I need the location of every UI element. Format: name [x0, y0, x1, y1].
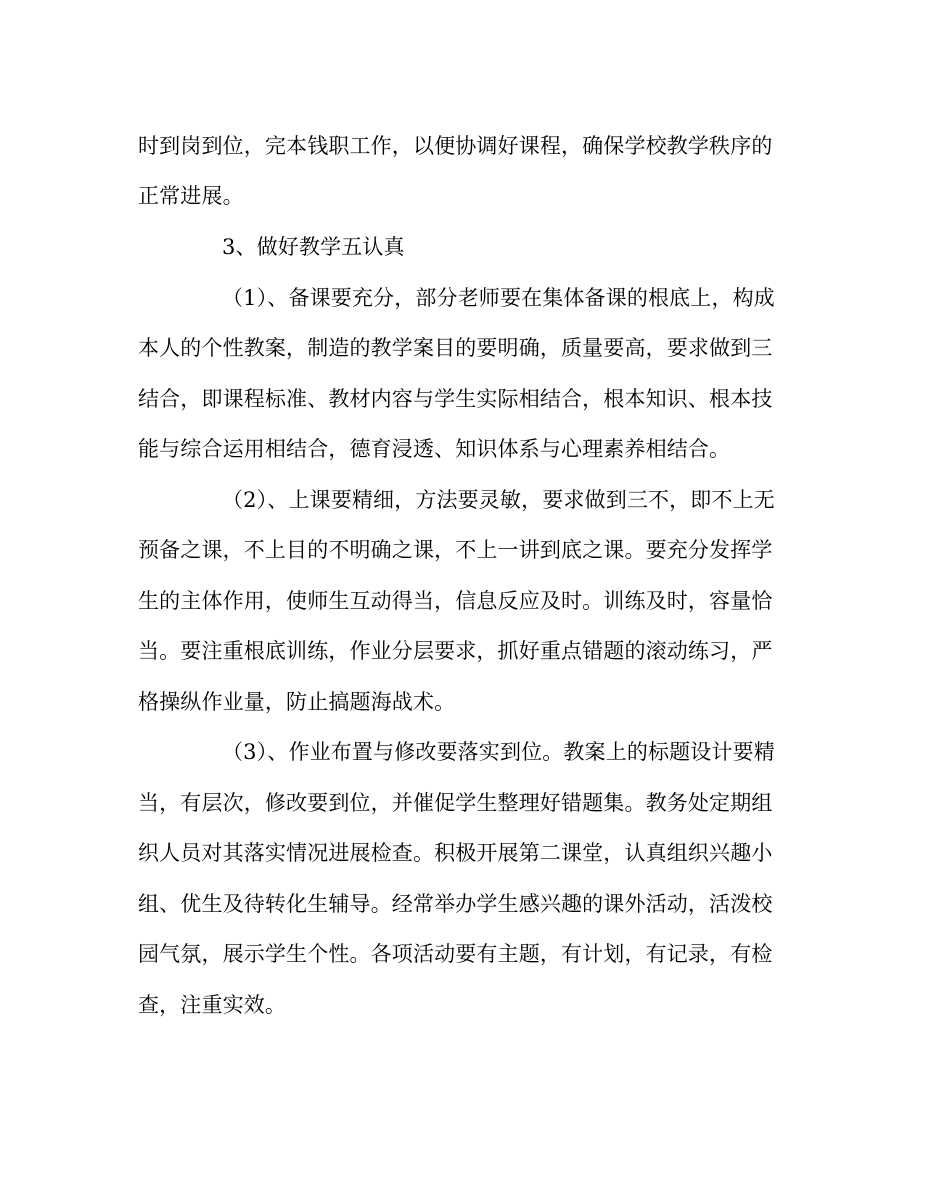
text-line: 园气氛，展示学生个性。各项活动要有主题，有计划，有记录，有检: [138, 942, 773, 966]
text-line: 正常进展。: [138, 184, 244, 208]
text-line: （3）、作业布置与修改要落实到位。教案上的标题设计要精: [222, 740, 775, 764]
text-line: 当。要注重根底训练，作业分层要求，抓好重点错题的滚动练习，严: [138, 639, 773, 663]
text-line: 格操纵作业量，防止搞题海战术。: [138, 690, 456, 714]
text-line: 能与综合运用相结合，德育浸透、知识体系与心理素养相结合。: [138, 437, 731, 461]
text-line: 组、优生及待转化生辅导。经常举办学生感兴趣的课外活动，活泼校: [138, 892, 773, 916]
text-line: 织人员对其落实情况进展检查。积极开展第二课堂，认真组织兴趣小: [138, 841, 773, 865]
text-line: （1）、备课要充分，部分老师要在集体备课的根底上，构成: [222, 286, 775, 310]
text-line: （2）、上课要精细，方法要灵敏，要求做到三不，即不上无: [222, 488, 775, 512]
text-line: 结合，即课程标准、教材内容与学生实际相结合，根本知识、根本技: [138, 387, 773, 411]
text-line: 预备之课，不上目的不明确之课，不上一讲到底之课。要充分发挥学: [138, 538, 773, 562]
text-line: 时到岗到位，完本钱职工作，以便协调好课程，确保学校教学秩序的: [138, 134, 773, 158]
section-heading: 3、做好教学五认真: [222, 235, 405, 259]
text-line: 本人的个性教案，制造的教学案目的要明确，质量要高，要求做到三: [138, 336, 773, 360]
text-line: 查，注重实效。: [138, 993, 287, 1017]
text-line: 生的主体作用，使师生互动得当，信息反应及时。训练及时，容量恰: [138, 589, 773, 613]
text-line: 当，有层次，修改要到位，并催促学生整理好错题集。教务处定期组: [138, 791, 773, 815]
